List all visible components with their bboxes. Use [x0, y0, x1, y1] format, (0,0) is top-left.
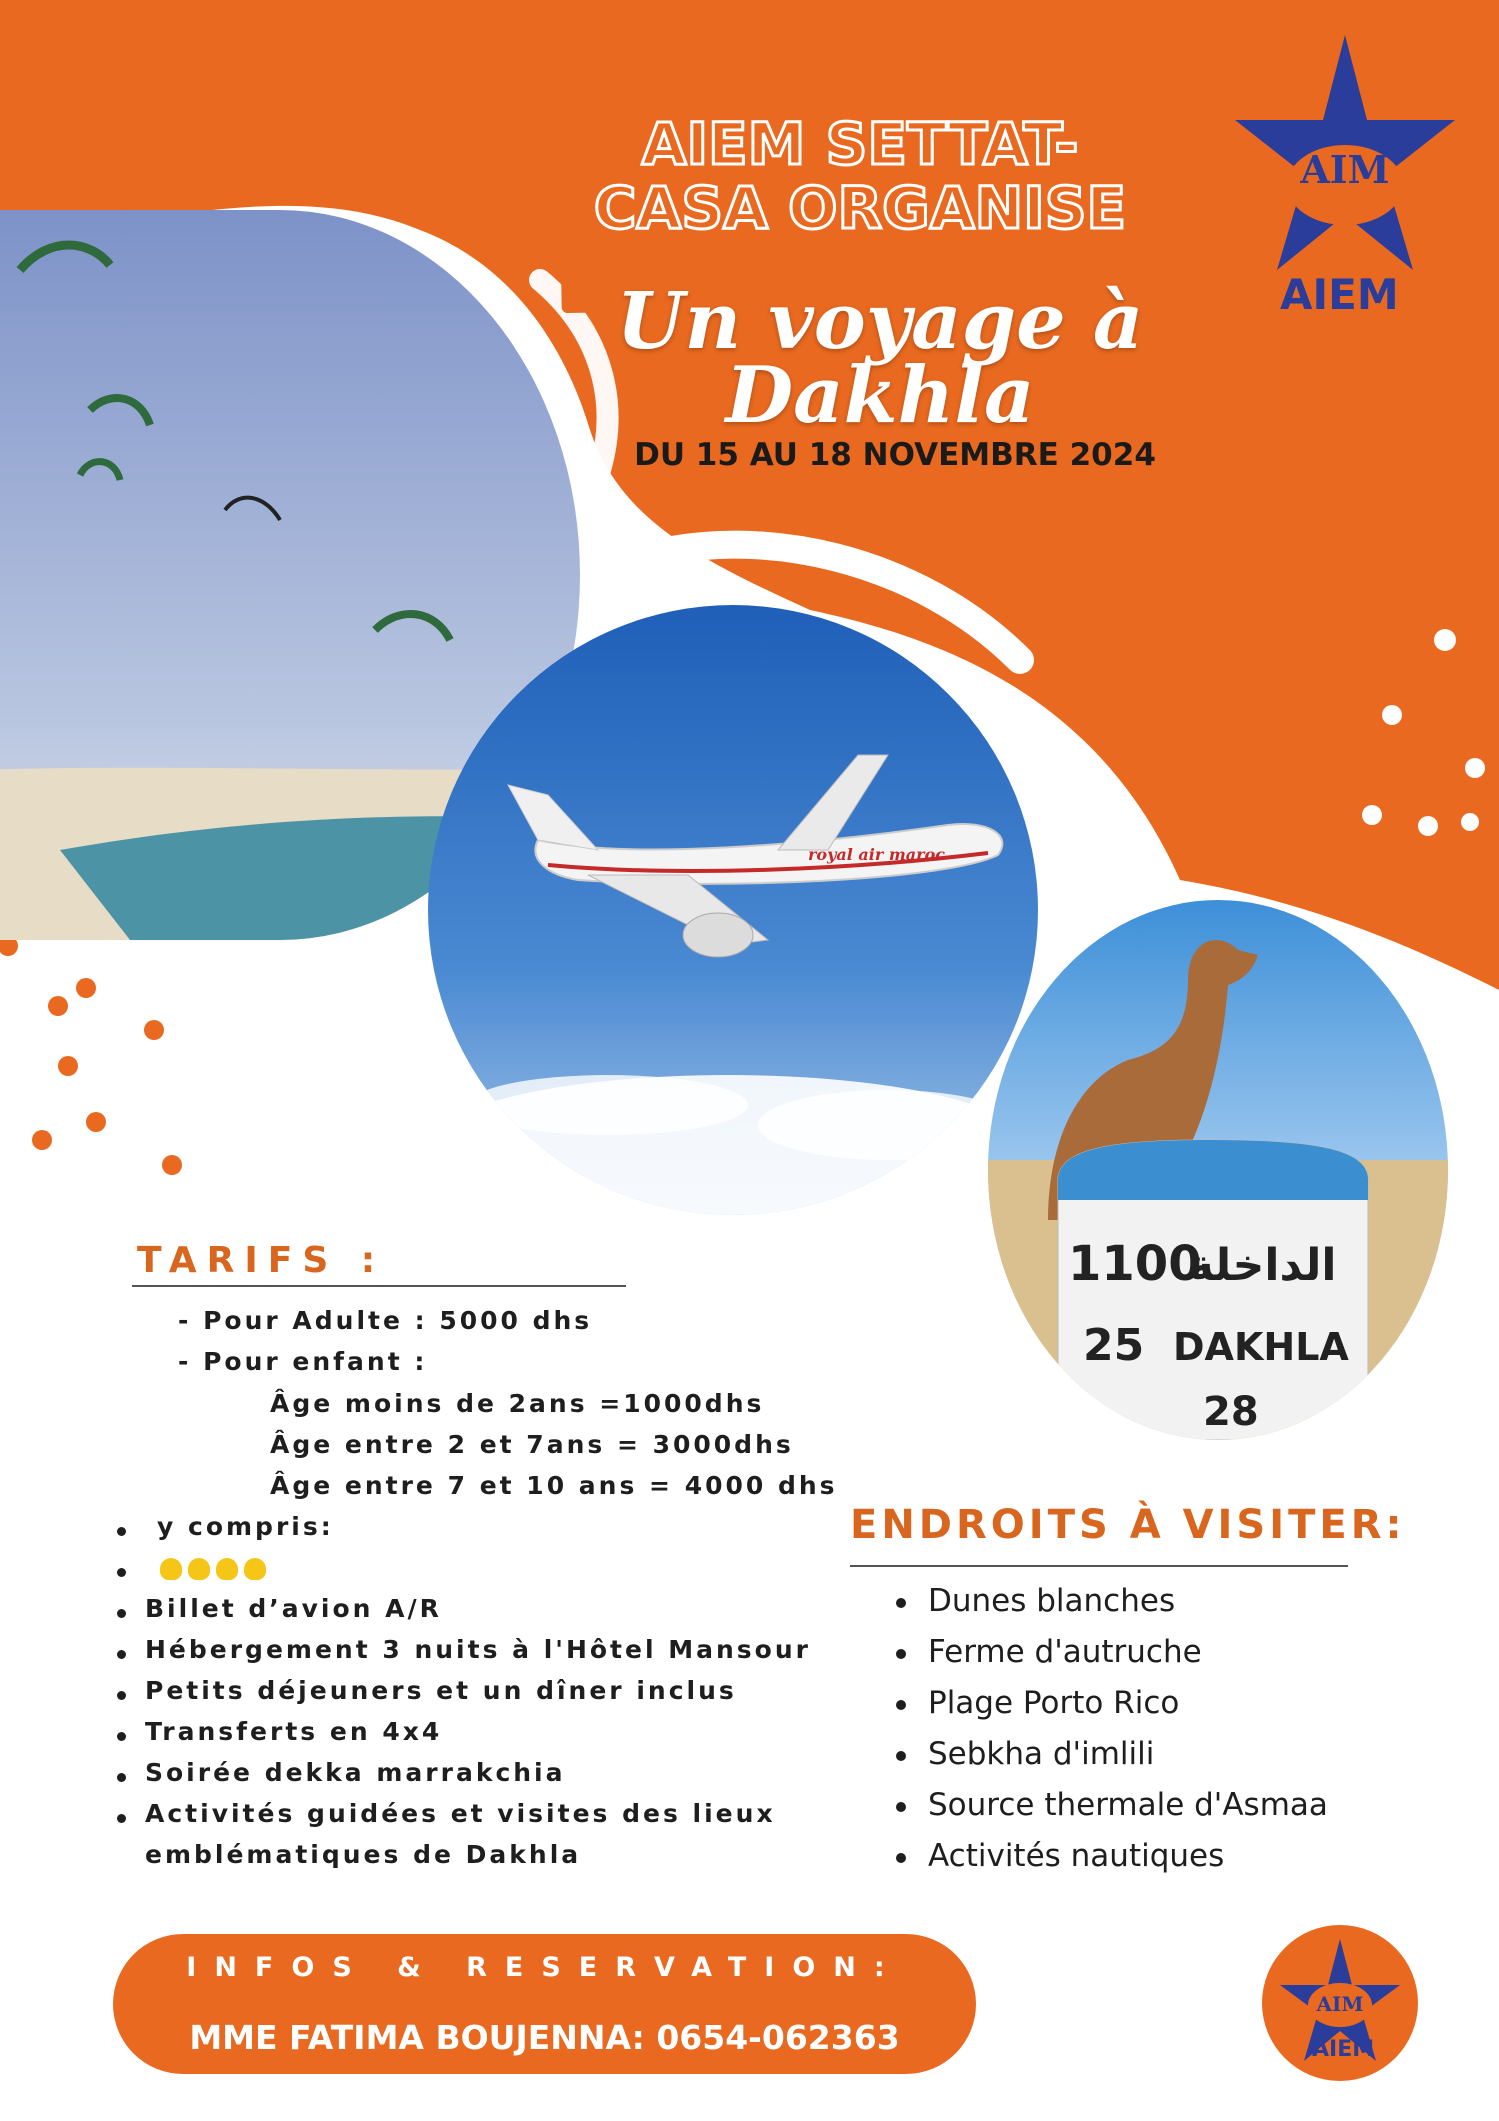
star-logo-icon	[1235, 35, 1455, 275]
bullet	[117, 1732, 126, 1741]
contact-line[interactable]: MME FATIMA BOUJENNA: 0654-062363	[189, 2018, 900, 2057]
milestone-number: 1100	[1068, 1236, 1202, 1292]
bullet	[117, 1609, 126, 1618]
included-item: Hébergement 3 nuits à l'Hôtel Mansour	[145, 1635, 811, 1664]
bullet	[117, 1527, 126, 1536]
bullet	[896, 1751, 906, 1761]
bullet	[896, 1649, 906, 1659]
milestone-city: DAKHLA	[1173, 1325, 1349, 1369]
logo-name: AIEM	[1280, 270, 1399, 319]
included-header: y compris:	[157, 1512, 334, 1541]
plane-photo	[428, 605, 1038, 1215]
visit-item: Source thermale d'Asmaa	[928, 1787, 1328, 1823]
contact-label: INFOS & RESERVATION:	[186, 1952, 903, 1983]
tarifs-title: TARIFS :	[137, 1240, 386, 1281]
bullet	[896, 1853, 906, 1863]
headline-line1: AIEM SETTAT-	[641, 110, 1079, 178]
pointing-hands-icon	[160, 1558, 272, 1585]
logo-name-small: AIEM	[1312, 2037, 1375, 2062]
subtitle-line1: Un voyage à	[616, 276, 1144, 367]
trip-dates: DU 15 AU 18 NOVEMBRE 2024	[634, 437, 1156, 473]
visit-item: Ferme d'autruche	[928, 1634, 1202, 1670]
headline-line2: CASA ORGANISE	[593, 174, 1127, 242]
tarif-adult: - Pour Adulte : 5000 dhs	[178, 1306, 593, 1335]
included-item: Soirée dekka marrakchia	[145, 1758, 566, 1787]
visit-item: Dunes blanches	[928, 1583, 1176, 1619]
milestone-distance: 25	[1083, 1320, 1145, 1371]
tarif-child-rate: Âge entre 7 et 10 ans = 4000 dhs	[270, 1471, 838, 1500]
visit-divider	[850, 1565, 1348, 1567]
subtitle	[600, 276, 1160, 441]
visit-item: Plage Porto Rico	[928, 1685, 1180, 1721]
tarif-child-header: - Pour enfant :	[178, 1347, 428, 1376]
included-item: Petits déjeuners et un dîner inclus	[145, 1676, 737, 1705]
bullet	[896, 1802, 906, 1812]
headline	[560, 112, 1160, 240]
bullet	[117, 1691, 126, 1700]
bullet	[117, 1814, 126, 1823]
visit-item: Sebkha d'imlili	[928, 1736, 1155, 1772]
bullet	[896, 1598, 906, 1608]
svg-text:AIM: AIM	[1316, 1992, 1364, 2016]
airline-name: royal air maroc	[808, 845, 945, 864]
included-item-continuation: emblématiques de Dakhla	[145, 1840, 582, 1869]
milestone-arabic: الداخلة	[1188, 1240, 1337, 1291]
included-item: Billet d’avion A/R	[145, 1594, 442, 1623]
bullet	[117, 1568, 126, 1577]
visit-item: Activités nautiques	[928, 1838, 1225, 1874]
tarifs-divider	[132, 1285, 626, 1287]
subtitle-line2: Dakhla	[725, 350, 1035, 441]
included-item: Activités guidées et visites des lieux	[145, 1799, 776, 1828]
bullet	[117, 1650, 126, 1659]
bullet	[896, 1700, 906, 1710]
tarif-child-rate: Âge moins de 2ans =1000dhs	[270, 1389, 765, 1418]
visit-title: ENDROITS À VISITER:	[850, 1502, 1406, 1548]
included-item: Transferts en 4x4	[145, 1717, 443, 1746]
tarif-child-rate: Âge entre 2 et 7ans = 3000dhs	[270, 1430, 794, 1459]
bullet	[117, 1773, 126, 1782]
camel-photo	[988, 900, 1448, 1440]
svg-text:AIM: AIM	[1300, 147, 1390, 192]
milestone-bottom: 28	[1203, 1389, 1259, 1435]
